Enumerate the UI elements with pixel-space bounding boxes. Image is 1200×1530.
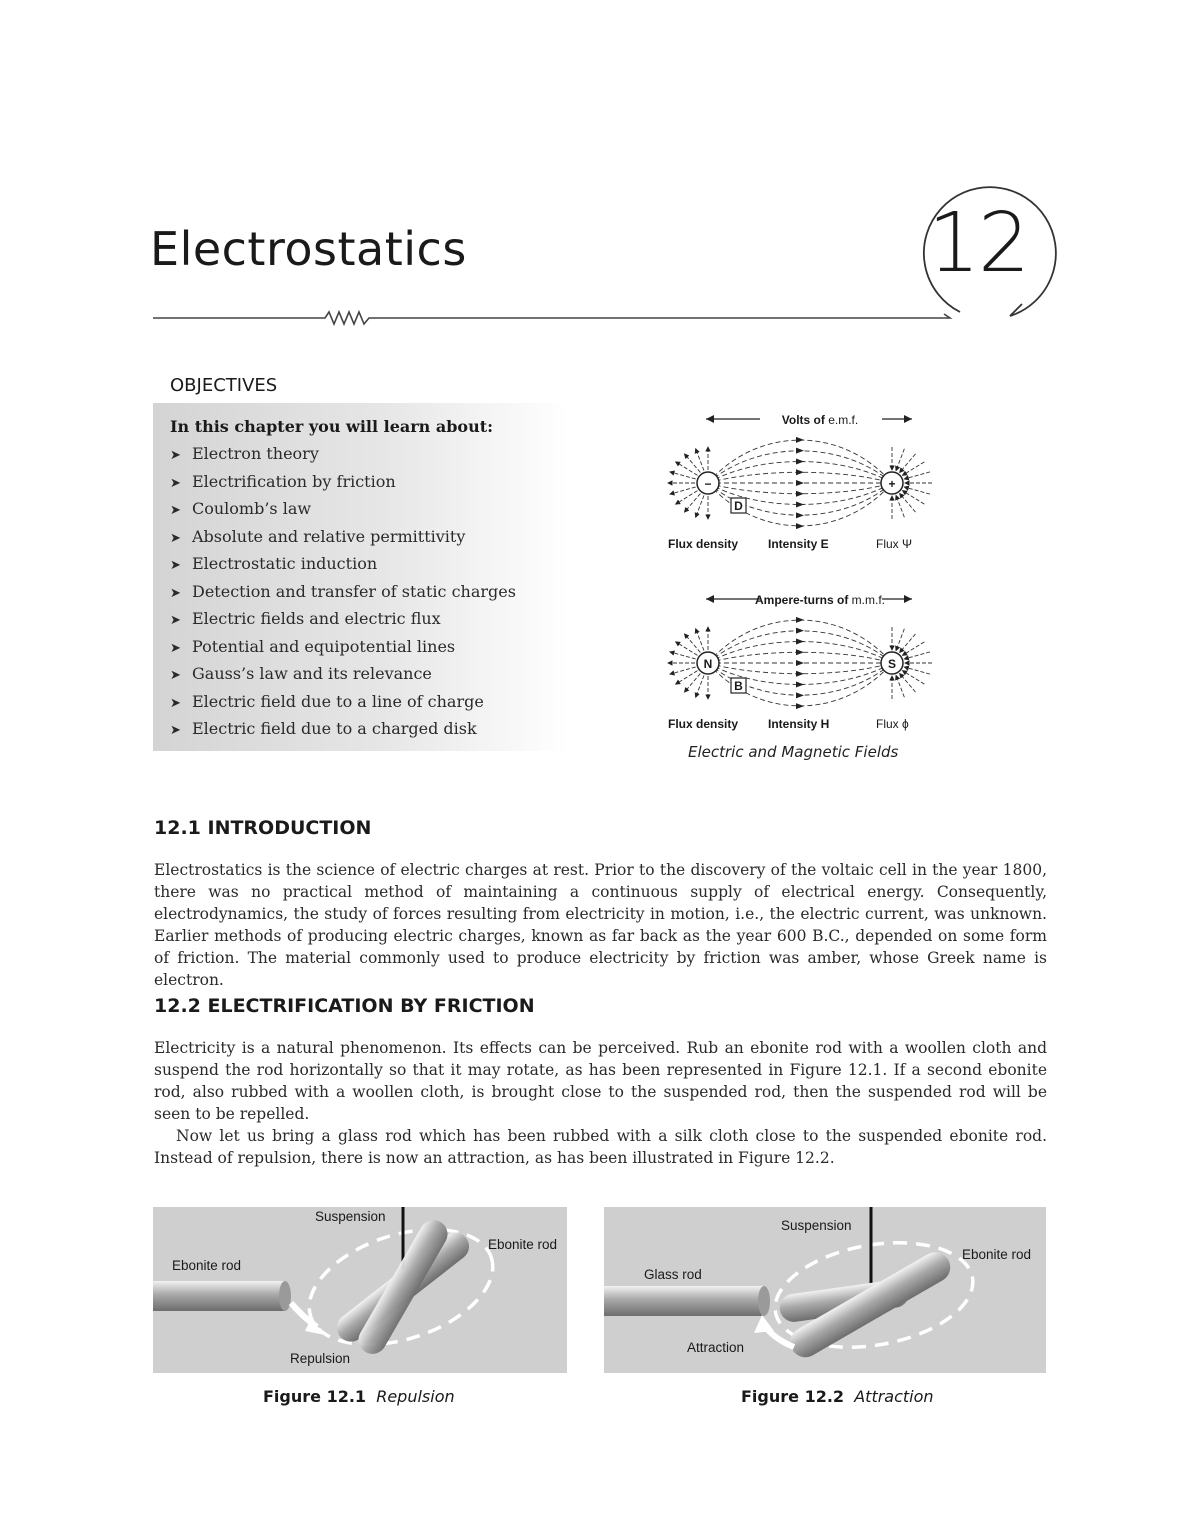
field-arrow-icon [796, 649, 804, 655]
paragraph: Electricity is a natural phenomenon. Its effects can be perceived. Rub an ebonite rod with a woollen cloth and suspend the rod horizontally so that it may rotate, as has been represented in Figure 12.1. If a second ebonite rod, also rubbed with a woollen cloth, is brought close to the suspended rod, then the suspended rod will be seen to be repelled. [154, 1039, 1047, 1123]
right-rod-label: Ebonite rod [488, 1237, 558, 1252]
radial-field-line [670, 667, 696, 674]
magnetic-field-diagram [668, 590, 932, 731]
field-line [708, 631, 892, 663]
field-line [708, 652, 892, 663]
top-label-bold: Volts of [781, 413, 825, 427]
objective-item: ➤ Detection and transfer of static charges [170, 582, 516, 601]
arrow-bullet-icon: ➤ [170, 503, 181, 518]
radial-field-line [904, 667, 930, 674]
objective-item: ➤ Electrification by friction [170, 472, 396, 491]
radial-field-line [696, 449, 704, 471]
field-arrow-icon [796, 491, 804, 497]
radial-field-line [676, 642, 698, 656]
left-pole-label: − [704, 477, 712, 491]
field-arrow-icon [796, 638, 804, 644]
field-arrow-icon [796, 448, 804, 454]
flux-label: Flux Ψ [876, 537, 913, 551]
flux-density-label: Flux density [668, 717, 739, 731]
radial-field-line [904, 472, 930, 479]
figure-12-1-panel [153, 1207, 567, 1373]
top-dimension-label [755, 593, 885, 607]
radial-field-line [904, 652, 930, 659]
objective-item: ➤ Electric fields and electric flux [170, 609, 441, 628]
radial-field-line [676, 671, 698, 685]
paragraph: Electrostatics is the science of electric charges at rest. Prior to the discovery of the voltaic cell in the year 1800, there was no practical method of maintaining a continuous supply of electrical energy. Consequently, electrodynamics, the study of forces resulting from electricity in motion, i.e., the electric current, was unknown. Earlier methods of producing electric charges, known as far back as the year 600 B.C., depended on some form of friction. The material commonly used to produce electricity by friction was amber, whose Greek name is electron. [154, 861, 1047, 989]
radial-field-line [896, 675, 904, 697]
objective-item: ➤ Electric field due to a line of charge [170, 692, 484, 711]
radial-field-line [903, 671, 925, 685]
field-arrow-icon [796, 703, 804, 709]
radial-field-line [900, 674, 916, 693]
arrow-bullet-icon: ➤ [170, 448, 181, 463]
arrow-bullet-icon: ➤ [170, 586, 181, 601]
field-arrow-icon [796, 480, 804, 486]
radial-field-line [670, 472, 696, 479]
field-arrow-icon [796, 628, 804, 634]
arrowhead-icon [904, 595, 912, 603]
radial-field-line [696, 675, 704, 697]
objectives-intro: In this chapter you will learn about: [170, 417, 494, 436]
field-arrow-icon [796, 660, 804, 666]
arrow-bullet-icon: ➤ [170, 641, 181, 656]
field-arrow-icon [796, 671, 804, 677]
radial-field-line [676, 491, 698, 505]
field-box-label: B [734, 679, 743, 693]
radial-field-line [670, 487, 696, 494]
radial-field-line [684, 494, 700, 513]
top-dimension-label [782, 413, 858, 427]
field-arrow-icon [796, 692, 804, 698]
radial-field-line [684, 634, 700, 653]
chapter-number: 12 [927, 196, 1029, 291]
top-label-rest: m.m.f. [848, 593, 886, 607]
radial-field-line [684, 674, 700, 693]
chapter-title: Electrostatics [150, 222, 467, 276]
radial-field-line [684, 454, 700, 473]
radial-field-line [676, 462, 698, 476]
field-arrow-icon [796, 502, 804, 508]
objective-item: ➤ Electrostatic induction [170, 554, 378, 573]
intensity-label: Intensity H [768, 717, 830, 731]
flux-density-label: Flux density [668, 537, 739, 551]
objective-item: ➤ Absolute and relative permittivity [170, 527, 466, 546]
arrow-bullet-icon: ➤ [170, 696, 181, 711]
radial-field-line [696, 629, 704, 651]
figure-12-2-caption: Figure 12.2 Attraction [741, 1387, 934, 1406]
radial-field-line [670, 652, 696, 659]
objective-item: ➤ Coulomb’s law [170, 499, 312, 518]
field-figure-caption: Electric and Magnetic Fields [688, 743, 899, 761]
field-line [708, 483, 892, 494]
radial-field-line [903, 642, 925, 656]
radial-field-line [896, 629, 904, 651]
action-label: Repulsion [290, 1351, 351, 1366]
objectives-heading: OBJECTIVES [170, 375, 278, 396]
paragraph: Now let us bring a glass rod which has been rubbed with a silk cloth close to the suspended ebonite rod. Instead of repulsion, there is now an attraction, as has been illustrated in Figure 12.2. [154, 1127, 1047, 1167]
field-arrow-icon [796, 512, 804, 518]
electric-field-diagram [668, 410, 932, 551]
radial-field-line [900, 454, 916, 473]
left-rod-label: Ebonite rod [172, 1258, 242, 1273]
field-line [708, 472, 892, 483]
top-label-rest: e.m.f. [824, 413, 859, 427]
arrowhead-icon [706, 595, 714, 603]
objective-item: ➤ Potential and equipotential lines [170, 637, 456, 656]
action-label: Attraction [687, 1340, 745, 1355]
figure-12-1-caption: Figure 12.1 Repulsion [263, 1387, 455, 1406]
radial-field-line [900, 634, 916, 653]
repulsion-illustration [153, 1207, 567, 1373]
section-heading-introduction: 12.1 INTRODUCTION [154, 817, 372, 839]
section-heading-electrification: 12.2 ELECTRIFICATION BY FRICTION [154, 995, 535, 1017]
field-arrow-icon [796, 437, 804, 443]
objective-item: ➤ Electric field due to a charged disk [170, 719, 477, 738]
left-pole-label: N [703, 657, 713, 671]
figure-12-2-panel [604, 1207, 1046, 1373]
intensity-label: Intensity E [768, 537, 829, 551]
suspension-label: Suspension [781, 1218, 852, 1233]
field-line [708, 663, 892, 674]
field-arrow-icon [796, 682, 804, 688]
objective-item: ➤ Gauss’s law and its relevance [170, 664, 432, 683]
radial-field-line [903, 491, 925, 505]
arrow-bullet-icon: ➤ [170, 613, 181, 628]
right-pole-label: + [888, 477, 896, 491]
left-rod-label: Glass rod [644, 1267, 702, 1282]
suspension-label: Suspension [315, 1209, 386, 1224]
radial-field-line [903, 462, 925, 476]
field-diagram [650, 405, 950, 735]
arrow-bullet-icon: ➤ [170, 668, 181, 683]
arrowhead-icon [904, 415, 912, 423]
radial-field-line [900, 494, 916, 513]
field-box-label: D [734, 499, 743, 513]
field-arrow-icon [796, 617, 804, 623]
arrow-bullet-icon: ➤ [170, 476, 181, 491]
flux-label: Flux ϕ [876, 717, 909, 731]
field-arrow-icon [796, 523, 804, 529]
arrow-bullet-icon: ➤ [170, 531, 181, 546]
radial-field-line [896, 495, 904, 517]
radial-field-line [696, 495, 704, 517]
arrow-bullet-icon: ➤ [170, 723, 181, 738]
radial-field-line [904, 487, 930, 494]
right-rod-label: Ebonite rod [962, 1247, 1032, 1262]
right-pole-label: S [887, 657, 897, 671]
arrowhead-icon [706, 415, 714, 423]
field-line [708, 451, 892, 483]
objective-item: ➤ Electron theory [170, 444, 319, 463]
top-label-bold: Ampere-turns of [754, 593, 849, 607]
arrow-bullet-icon: ➤ [170, 558, 181, 573]
field-arrow-icon [796, 458, 804, 464]
field-arrow-icon [796, 469, 804, 475]
radial-field-line [896, 449, 904, 471]
